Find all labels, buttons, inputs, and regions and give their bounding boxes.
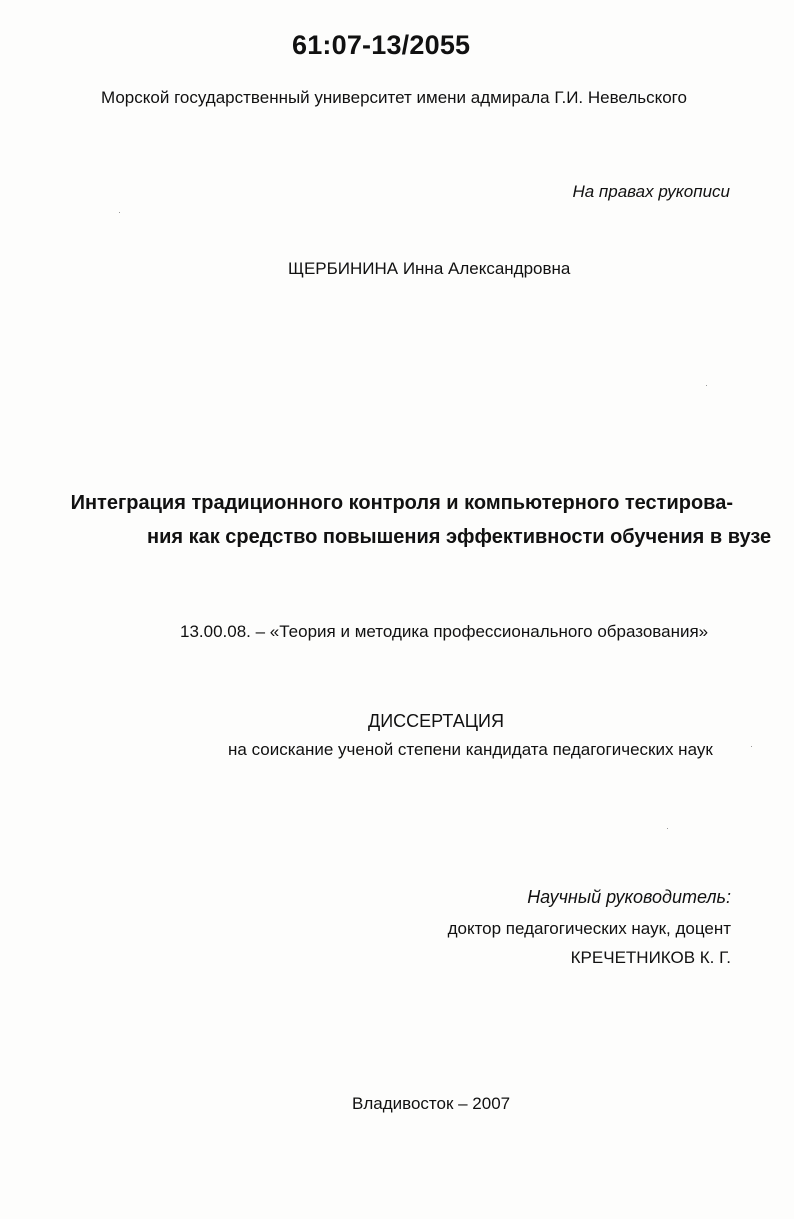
specialty-code: 13.00.08. – «Теория и методика профессионального образования» <box>180 622 709 641</box>
university-name: Морской государственный университет имени адмирала Г.И. Невельского <box>101 88 687 107</box>
document-type: ДИССЕРТАЦИЯ <box>368 711 504 731</box>
author-name: ЩЕРБИНИНА Инна Александровна <box>288 259 571 278</box>
scan-speck <box>706 385 707 386</box>
scan-speck <box>667 828 668 829</box>
supervisor-label: Научный руководитель: <box>527 887 731 907</box>
scan-speck <box>119 212 120 213</box>
archive-code: 61:07-13/2055 <box>292 30 471 60</box>
scan-speck <box>751 746 752 747</box>
manuscript-note: На правах рукописи <box>572 182 730 201</box>
thesis-title-line-1: Интеграция традиционного контроля и компьютерного тестирова- <box>70 492 733 514</box>
supervisor-rank: доктор педагогических наук, доцент <box>447 919 731 938</box>
city-year: Владивосток – 2007 <box>352 1094 511 1113</box>
thesis-title-line-2: ния как средство повышения эффективности обучения в вузе <box>147 526 772 548</box>
degree-statement: на соискание ученой степени кандидата педагогических наук <box>228 740 713 759</box>
supervisor-name: КРЕЧЕТНИКОВ К. Г. <box>570 948 731 967</box>
